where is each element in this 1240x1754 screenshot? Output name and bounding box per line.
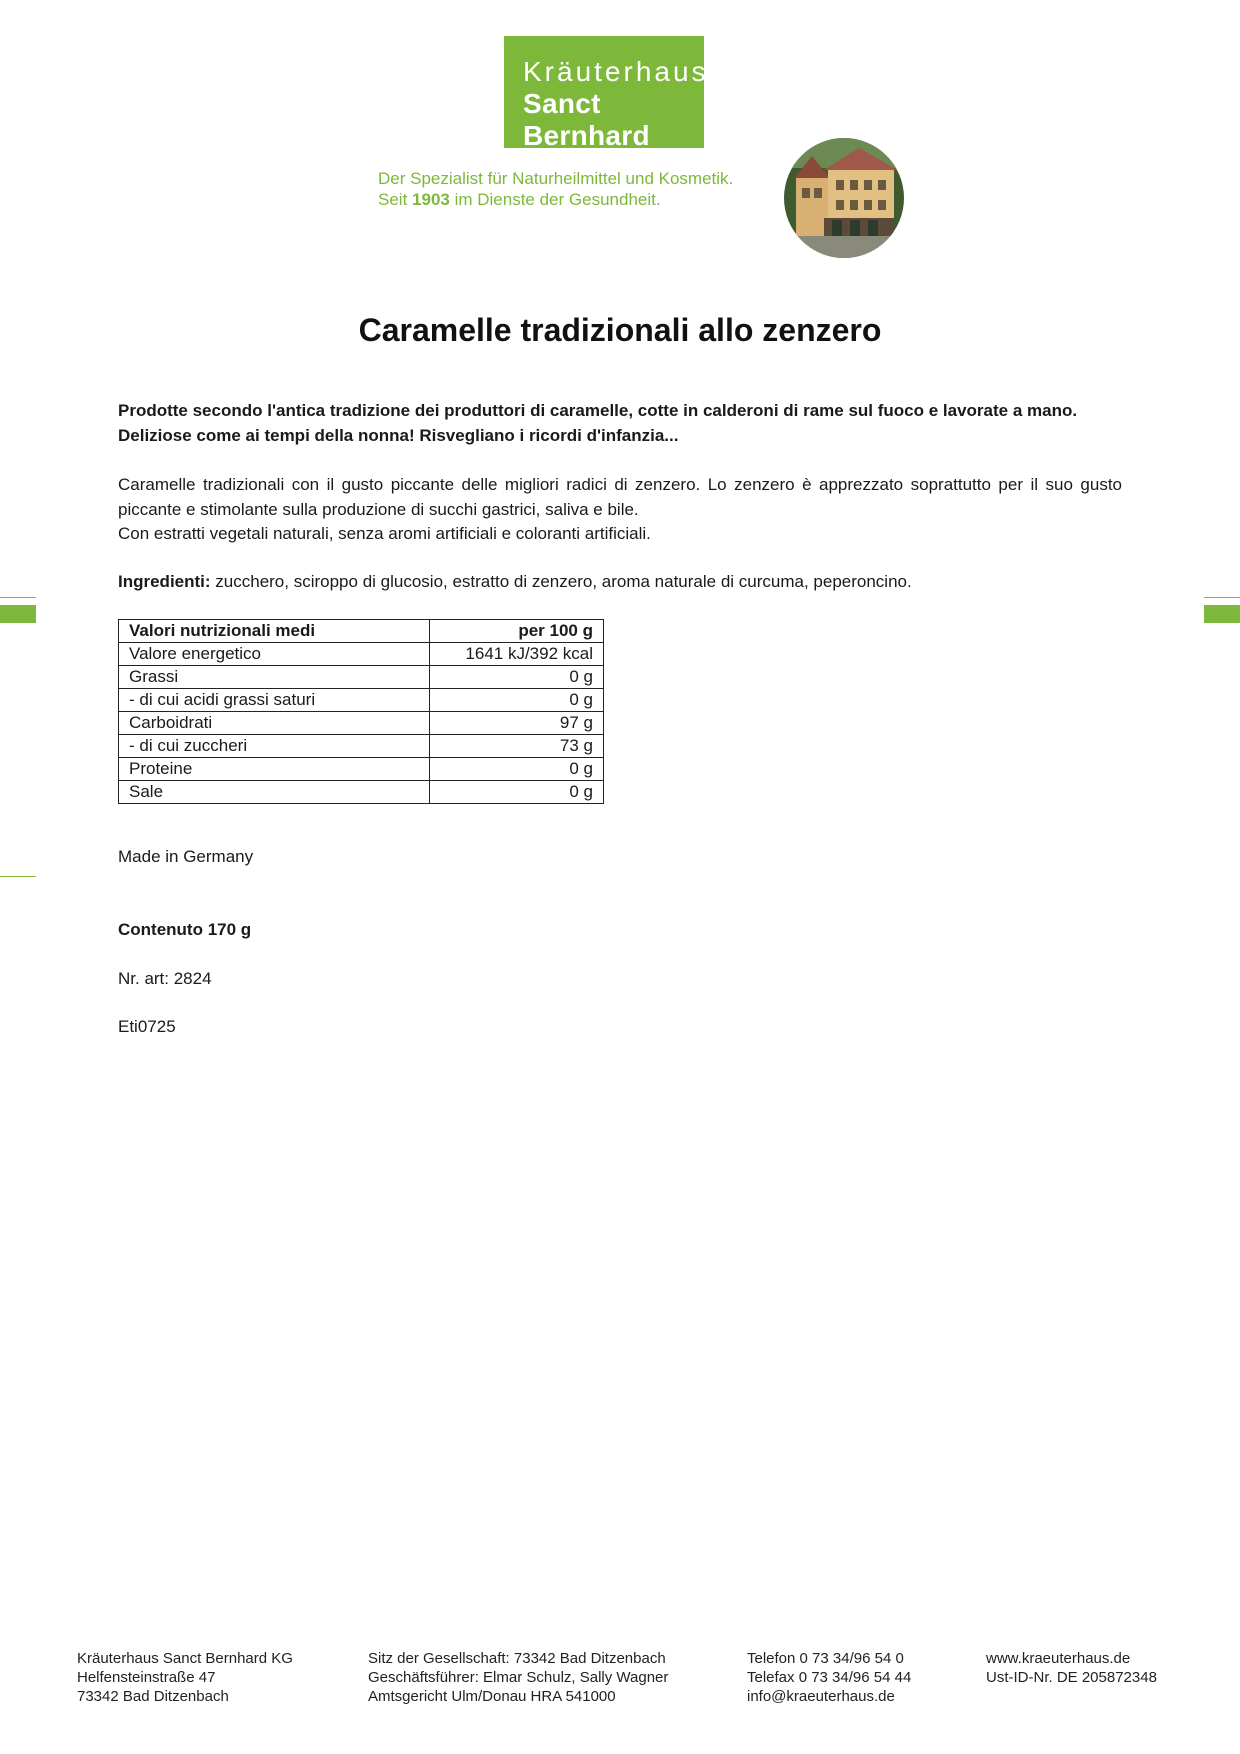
table-row xyxy=(119,735,604,758)
footer-line: Ust-ID-Nr. DE 205872348 xyxy=(986,1669,1157,1686)
logo-line-1: Kräuterhaus xyxy=(523,56,709,87)
nutrient-name: Valore energetico xyxy=(119,643,430,666)
brand-logo xyxy=(504,36,709,151)
footer-line: Sitz der Gesellschaft: 73342 Bad Ditzenbach xyxy=(368,1650,666,1667)
footer-company xyxy=(77,1649,293,1706)
nutrient-name: Grassi xyxy=(119,666,430,689)
fold-mark-right-bar xyxy=(1204,605,1240,623)
tagline-line-1: Der Spezialist für Naturheilmittel und Kosmetik. xyxy=(378,169,734,188)
punch-mark-left-line xyxy=(0,876,36,877)
article-number: Nr. art: 2824 xyxy=(118,969,212,988)
table-row xyxy=(119,666,604,689)
fold-mark-right-line xyxy=(1204,597,1240,598)
footer-legal xyxy=(368,1649,668,1706)
tagline-line-2 xyxy=(378,189,733,210)
nutrient-value: 0 g xyxy=(430,666,604,689)
origin-text: Made in Germany xyxy=(118,847,254,866)
nutrient-value: 73 g xyxy=(430,735,604,758)
nutrient-name: Carboidrati xyxy=(119,712,430,735)
description-paragraph-1: Caramelle tradizionali con il gusto piccante delle migliori radici di zenzero. Lo zenzero è apprezzato soprattutto per il suo gusto piccante e stimolante sulla produzione di succhi gastrici, saliva e bile. xyxy=(118,475,1122,519)
logo-line-2: Sanct Bernhard xyxy=(523,88,650,151)
footer-line: 73342 Bad Ditzenbach xyxy=(77,1688,229,1705)
footer-line: Amtsgericht Ulm/Donau HRA 541000 xyxy=(368,1688,616,1705)
fold-mark-left-line xyxy=(0,597,36,598)
table-row xyxy=(119,689,604,712)
table-header-cell: per 100 g xyxy=(430,620,604,643)
page-title: Caramelle tradizionali allo zenzero xyxy=(358,312,882,348)
building-photo xyxy=(784,138,904,258)
tagline-prefix: Seit xyxy=(378,190,413,209)
table-row xyxy=(119,781,604,804)
table-header-cell: Valori nutrizionali medi xyxy=(119,620,430,643)
footer-contact xyxy=(747,1649,911,1706)
brand-tagline xyxy=(378,168,733,210)
table-header-row xyxy=(119,620,604,643)
footer-website[interactable]: www.kraeuterhaus.de xyxy=(986,1650,1131,1667)
table-row xyxy=(119,712,604,735)
tagline-year: 1903 xyxy=(412,190,450,209)
nutrient-name: Sale xyxy=(119,781,430,804)
footer-line: Helfensteinstraße 47 xyxy=(77,1669,216,1686)
nutrient-value: 97 g xyxy=(430,712,604,735)
intro-text: Prodotte secondo l'antica tradizione dei produttori di caramelle, cotte in calderoni di rame sul fuoco e lavorate a mano. Deliziose come ai tempi della nonna! Risvegliano i ricordi d'infanzia... xyxy=(118,401,1078,445)
nutrient-name: - di cui acidi grassi saturi xyxy=(119,689,430,712)
table-row xyxy=(119,758,604,781)
nutrient-value: 0 g xyxy=(430,689,604,712)
footer-email[interactable]: info@kraeuterhaus.de xyxy=(747,1688,895,1705)
table-row xyxy=(119,643,604,666)
footer-line: Geschäftsführer: Elmar Schulz, Sally Wagner xyxy=(368,1669,669,1686)
footer-web xyxy=(986,1649,1157,1687)
footer-line: Kräuterhaus Sanct Bernhard KG xyxy=(77,1650,293,1667)
nutrient-value: 0 g xyxy=(430,781,604,804)
label-code: Eti0725 xyxy=(118,1017,176,1036)
nutrient-name: Proteine xyxy=(119,758,430,781)
nutrition-table xyxy=(118,619,604,804)
description-paragraph-2: Con estratti vegetali naturali, senza aromi artificiali e coloranti artificiali. xyxy=(118,524,651,543)
ingredients-label: Ingredienti: xyxy=(118,572,211,591)
net-contents: Contenuto 170 g xyxy=(118,920,252,939)
building-illustration xyxy=(784,138,904,258)
nutrient-value: 0 g xyxy=(430,758,604,781)
footer-line: Telefax 0 73 34/96 54 44 xyxy=(747,1669,912,1686)
ingredients-text: zucchero, sciroppo di glucosio, estratto di zenzero, aroma naturale di curcuma, peperoncino. xyxy=(210,572,912,591)
ingredients xyxy=(118,570,1122,595)
fold-mark-left-bar xyxy=(0,605,36,623)
footer-line: Telefon 0 73 34/96 54 0 xyxy=(747,1650,904,1667)
nutrient-value: 1641 kJ/392 kcal xyxy=(430,643,604,666)
description xyxy=(118,473,1122,547)
nutrient-name: - di cui zuccheri xyxy=(119,735,430,758)
tagline-suffix: im Dienste der Gesundheit. xyxy=(449,190,661,209)
